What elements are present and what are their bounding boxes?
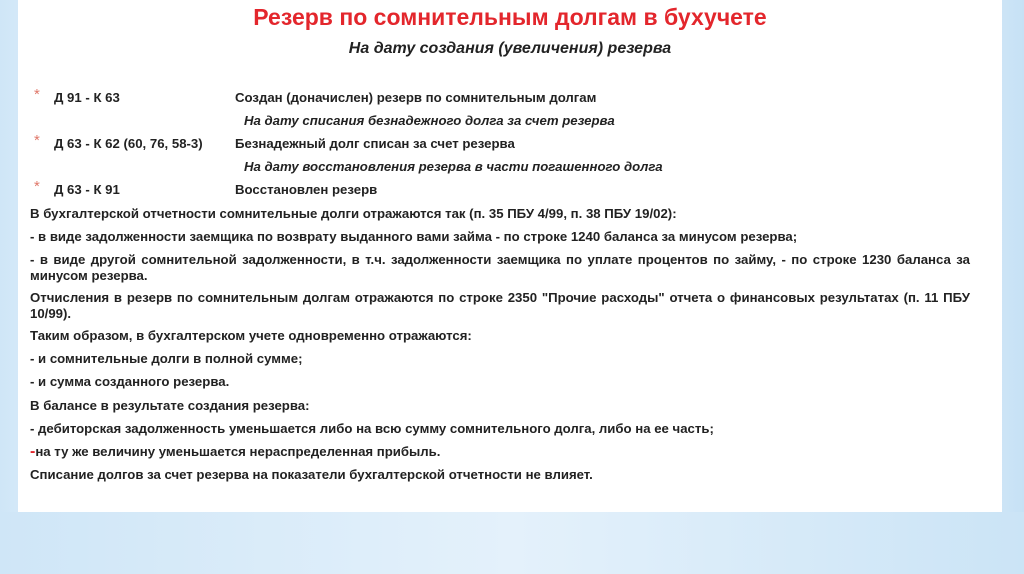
entry-account: Д 91 - К 63 xyxy=(54,90,120,105)
bullet-star-icon: * xyxy=(34,86,40,103)
reporting-item: - в виде другой сомнительной задолженности, в т.ч. задолженности заемщика по уплате процентов по займу, - по строке 1230 баланса за минусом резерва. xyxy=(30,252,970,283)
balance-item: - дебиторская задолженность уменьшается либо на всю сумму сомнительного долга, либо на ее часть; xyxy=(30,421,714,436)
entry-description: Восстановлен резерв xyxy=(235,182,378,197)
thus-paragraph: Таким образом, в бухгалтерском учете одновременно отражаются: xyxy=(30,328,472,343)
thus-item: - и сомнительные долги в полной сумме; xyxy=(30,351,303,366)
balance-item-text: на ту же величину уменьшается нераспределенная прибыль. xyxy=(35,444,441,459)
red-dash-marker: - xyxy=(30,443,36,460)
slide-title: Резерв по сомнительным долгам в бухучете xyxy=(253,4,767,30)
background-band xyxy=(0,512,1024,574)
slide xyxy=(18,0,1002,512)
reporting-item: - в виде задолженности заемщика по возврату выданного вами займа - по строке 1240 баланса за минусом резерва; xyxy=(30,229,798,244)
entry-note: На дату списания безнадежного долга за счет резерва xyxy=(244,113,615,128)
reporting-heading: В бухгалтерской отчетности сомнительные долги отражаются так (п. 35 ПБУ 4/99, п. 38 ПБУ 19/02): xyxy=(30,206,677,221)
entry-account: Д 63 - К 91 xyxy=(54,182,120,197)
writeoff-paragraph: Списание долгов за счет резерва на показатели бухгалтерской отчетности не влияет. xyxy=(30,467,593,482)
slide-subtitle: На дату создания (увеличения) резерва xyxy=(348,40,672,57)
entry-description: Безнадежный долг списан за счет резерва xyxy=(235,136,515,151)
bullet-star-icon: * xyxy=(34,132,40,149)
entry-description: Создан (доначислен) резерв по сомнительным долгам xyxy=(235,90,597,105)
entry-note: На дату восстановления резерва в части погашенного долга xyxy=(244,159,663,174)
entry-account: Д 63 - К 62 (60, 76, 58-3) xyxy=(54,136,203,151)
thus-item: - и сумма созданного резерва. xyxy=(30,374,230,389)
deductions-paragraph: Отчисления в резерв по сомнительным долгам отражаются по строке 2350 "Прочие расходы" отчета о финансовых результатах (п. 11 ПБУ 10/99). xyxy=(30,290,970,321)
balance-heading: В балансе в результате создания резерва: xyxy=(30,398,310,413)
bullet-star-icon: * xyxy=(34,178,40,195)
balance-item xyxy=(30,444,970,460)
